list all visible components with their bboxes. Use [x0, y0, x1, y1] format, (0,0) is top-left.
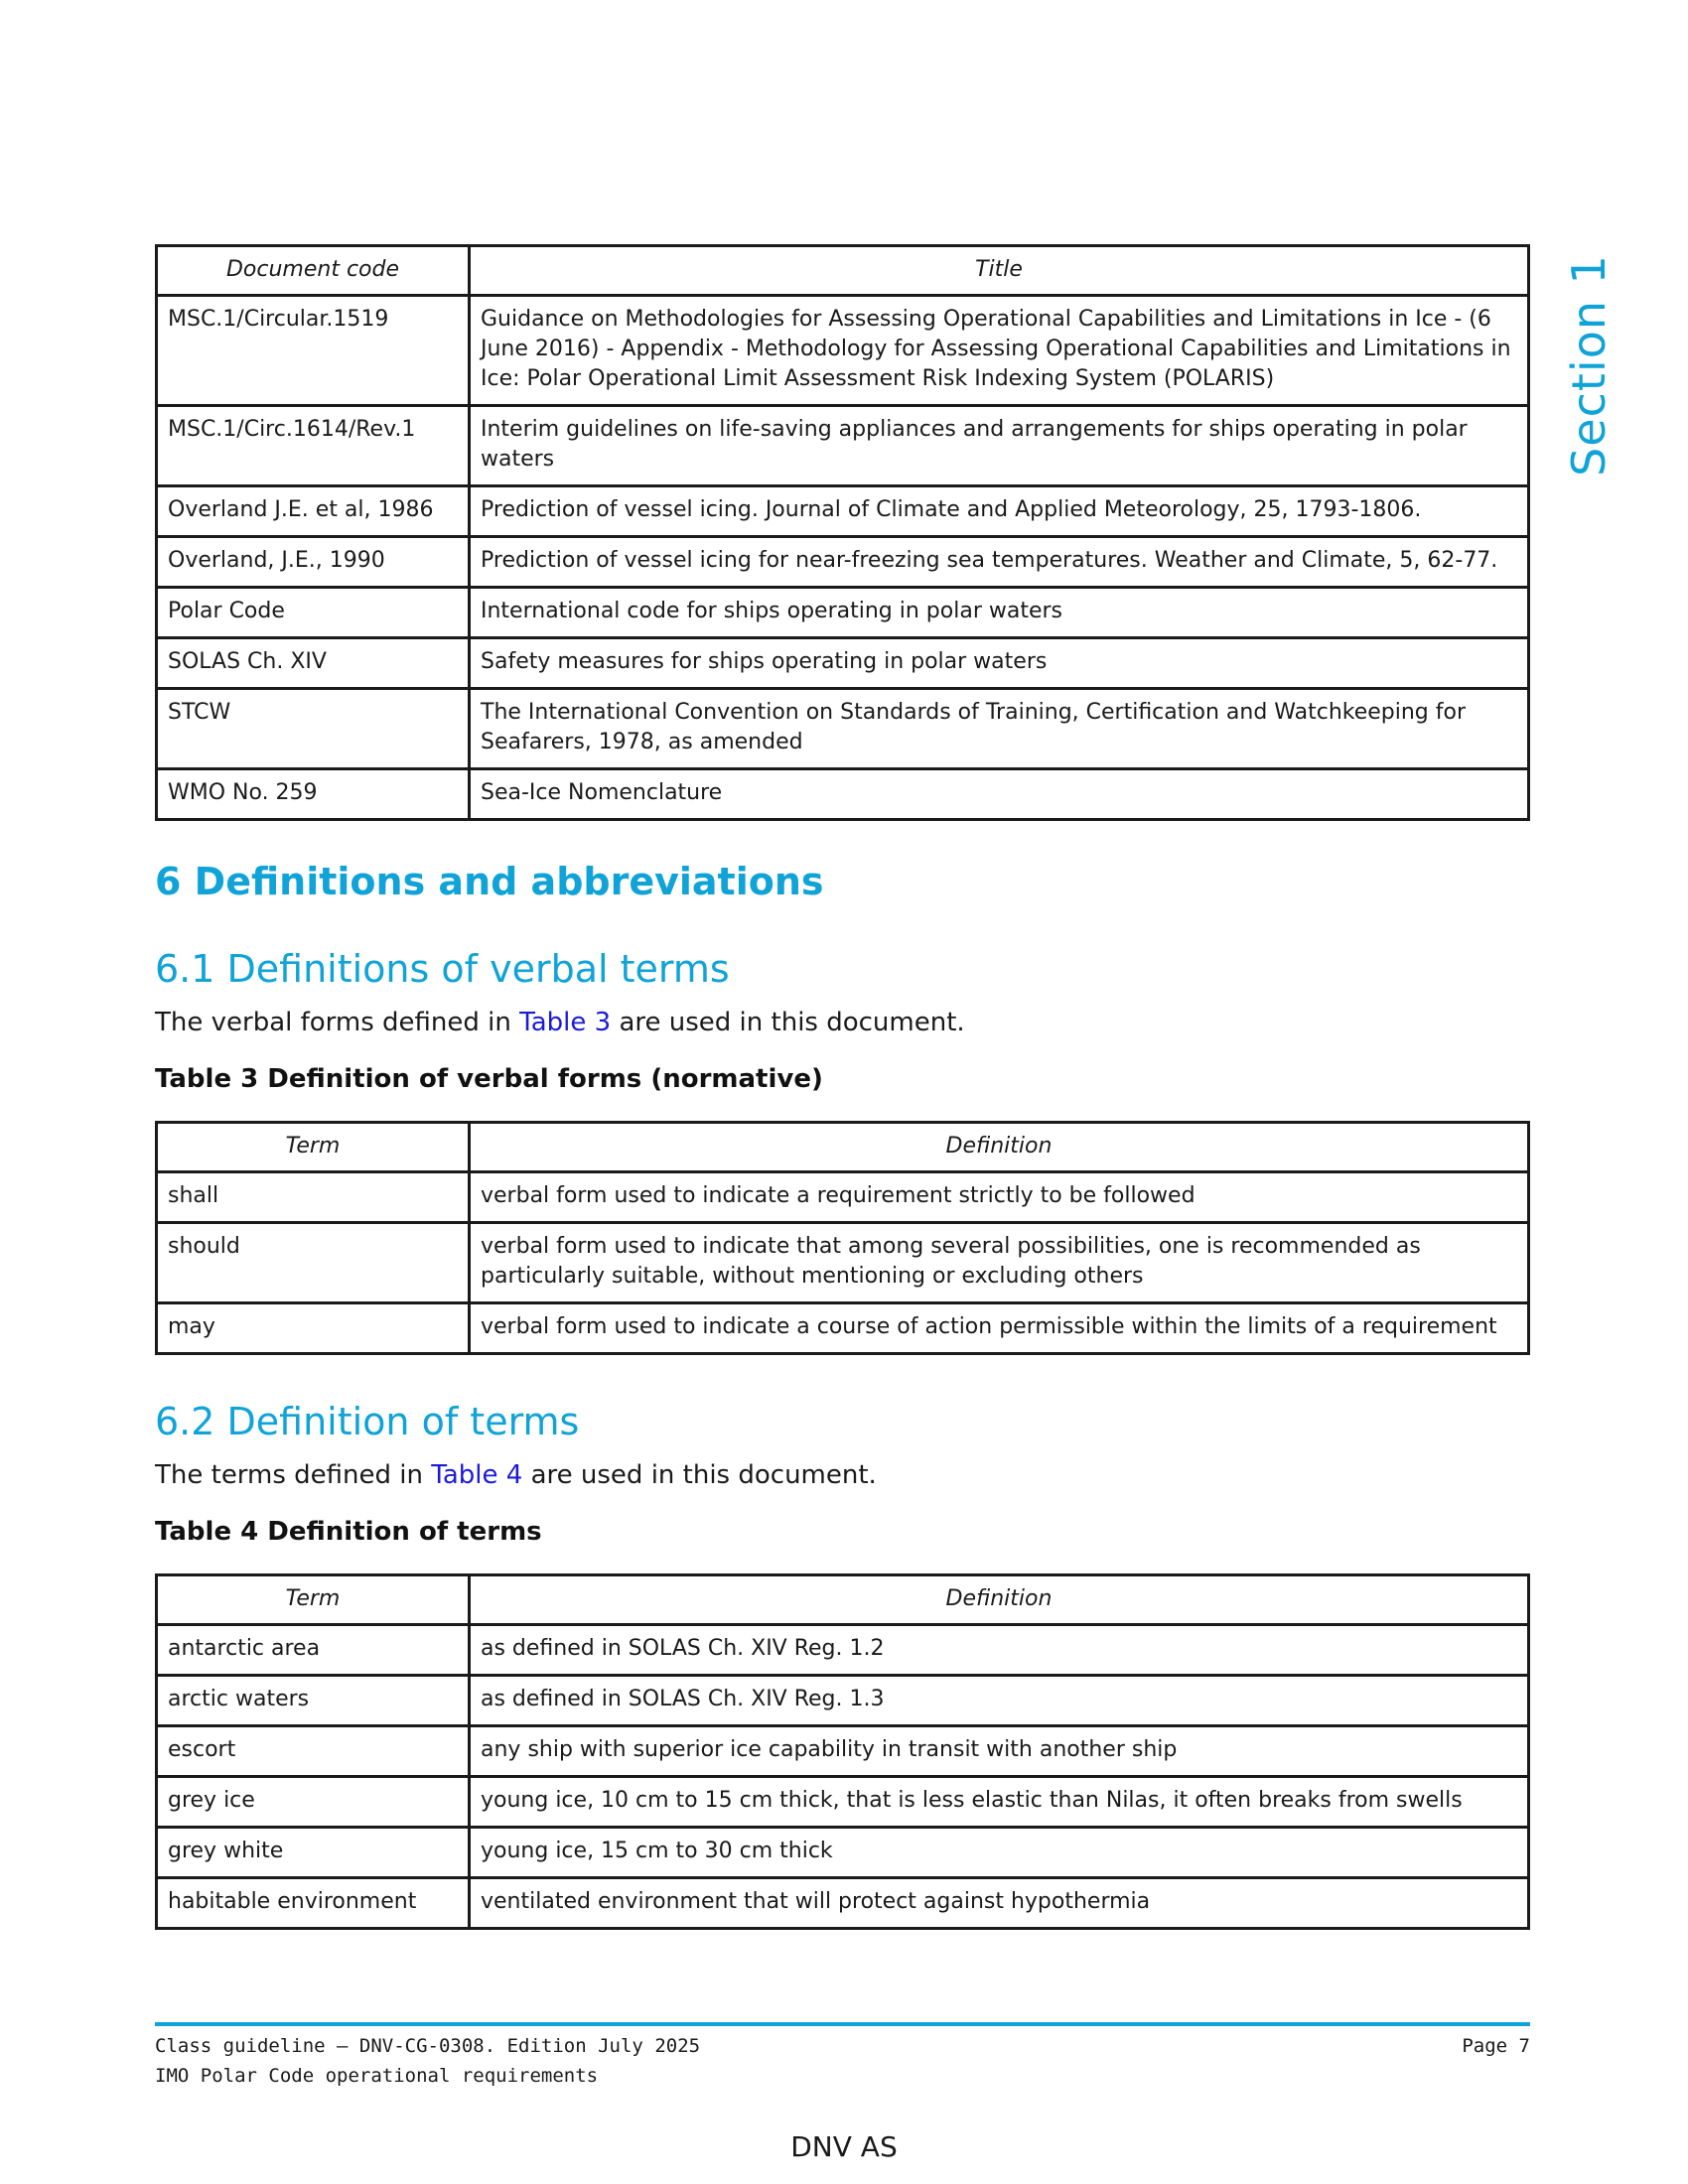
table-row: [157, 1726, 1529, 1777]
title-cell: Safety measures for ships operating in polar waters: [470, 638, 1529, 689]
column-header: Term: [157, 1575, 470, 1625]
definition-cell: young ice, 15 cm to 30 cm thick: [470, 1828, 1529, 1878]
table-row: [157, 1828, 1529, 1878]
title-cell: Sea-Ice Nomenclature: [470, 769, 1529, 820]
term-cell: arctic waters: [157, 1676, 470, 1726]
table-3-link[interactable]: Table 3: [519, 1008, 612, 1037]
table-3: [155, 1121, 1530, 1355]
definition-cell: verbal form used to indicate a requirement strictly to be followed: [470, 1172, 1529, 1223]
term-cell: escort: [157, 1726, 470, 1777]
table-row: [157, 689, 1529, 769]
title-cell: Prediction of vessel icing. Journal of Climate and Applied Meteorology, 25, 1793-1806.: [470, 486, 1529, 537]
company-name: DNV AS: [790, 2130, 898, 2163]
table-header-row: [157, 1575, 1529, 1625]
table-row: [157, 406, 1529, 486]
references-table: [155, 244, 1530, 821]
section-6-heading: 6 Definitions and abbreviations: [155, 860, 824, 903]
document-code-cell: SOLAS Ch. XIV: [157, 638, 470, 689]
table-row: [157, 1878, 1529, 1929]
table-row: [157, 296, 1529, 406]
table-row: [157, 1777, 1529, 1828]
column-header: Document code: [157, 246, 470, 296]
table-row: [157, 1676, 1529, 1726]
section-6-1-intro: The verbal forms defined in Table 3 are used in this document.: [155, 1008, 965, 1037]
section-6-2-intro: The terms defined in Table 4 are used in this document.: [155, 1460, 877, 1490]
title-cell: The International Convention on Standards of Training, Certification and Watchkeeping for Seafarers, 1978, as amended: [470, 689, 1529, 769]
footer-doc-subtitle: IMO Polar Code operational requirements: [155, 2065, 599, 2087]
table-row: [157, 638, 1529, 689]
definition-cell: ventilated environment that will protect against hypothermia: [470, 1878, 1529, 1929]
definition-cell: any ship with superior ice capability in transit with another ship: [470, 1726, 1529, 1777]
table-row: [157, 537, 1529, 588]
title-cell: International code for ships operating in polar waters: [470, 588, 1529, 638]
table-3-caption: Table 3 Definition of verbal forms (normative): [155, 1064, 823, 1094]
footer-doc-title: Class guideline — DNV-CG-0308. Edition July 2025: [155, 2035, 701, 2057]
term-cell: antarctic area: [157, 1625, 470, 1676]
column-header: Term: [157, 1123, 470, 1172]
table-header-row: [157, 1123, 1529, 1172]
term-cell: grey ice: [157, 1777, 470, 1828]
term-cell: may: [157, 1303, 470, 1354]
table-header-row: [157, 246, 1529, 296]
definition-cell: young ice, 10 cm to 15 cm thick, that is less elastic than Nilas, it often breaks from swells: [470, 1777, 1529, 1828]
title-cell: Guidance on Methodologies for Assessing Operational Capabilities and Limitations in Ice - (6 June 2016) - Appendix - Methodology for Assessing Operational Capabilities and Limitations in Ice: Polar Operational Limit Assessment Risk Indexing System (POLARIS): [470, 296, 1529, 406]
definition-cell: as defined in SOLAS Ch. XIV Reg. 1.2: [470, 1625, 1529, 1676]
section-tab-label: Section 1: [1562, 254, 1617, 477]
table-4: [155, 1573, 1530, 1930]
title-cell: Prediction of vessel icing for near-freezing sea temperatures. Weather and Climate, 5, 62-77.: [470, 537, 1529, 588]
column-header: Title: [470, 246, 1529, 296]
footer-divider: [155, 2022, 1530, 2026]
document-code-cell: WMO No. 259: [157, 769, 470, 820]
table-4-caption: Table 4 Definition of terms: [155, 1517, 542, 1547]
title-cell: Interim guidelines on life-saving appliances and arrangements for ships operating in polar waters: [470, 406, 1529, 486]
term-cell: habitable environment: [157, 1878, 470, 1929]
definition-cell: verbal form used to indicate that among several possibilities, one is recommended as particularly suitable, without mentioning or excluding others: [470, 1223, 1529, 1303]
table-row: [157, 1223, 1529, 1303]
table-row: [157, 1625, 1529, 1676]
document-code-cell: STCW: [157, 689, 470, 769]
table-row: [157, 769, 1529, 820]
table-4-link[interactable]: Table 4: [431, 1460, 523, 1490]
page-number: Page 7: [1462, 2035, 1530, 2057]
document-code-cell: Overland J.E. et al, 1986: [157, 486, 470, 537]
section-6-1-heading: 6.1 Definitions of verbal terms: [155, 947, 730, 991]
table-row: [157, 1172, 1529, 1223]
column-header: Definition: [470, 1575, 1529, 1625]
document-code-cell: Overland, J.E., 1990: [157, 537, 470, 588]
definition-cell: verbal form used to indicate a course of action permissible within the limits of a requirement: [470, 1303, 1529, 1354]
term-cell: should: [157, 1223, 470, 1303]
section-tab: [1557, 254, 1620, 477]
term-cell: shall: [157, 1172, 470, 1223]
table-row: [157, 1303, 1529, 1354]
document-code-cell: MSC.1/Circ.1614/Rev.1: [157, 406, 470, 486]
document-code-cell: Polar Code: [157, 588, 470, 638]
document-code-cell: MSC.1/Circular.1519: [157, 296, 470, 406]
table-row: [157, 588, 1529, 638]
section-6-2-heading: 6.2 Definition of terms: [155, 1400, 580, 1443]
term-cell: grey white: [157, 1828, 470, 1878]
column-header: Definition: [470, 1123, 1529, 1172]
definition-cell: as defined in SOLAS Ch. XIV Reg. 1.3: [470, 1676, 1529, 1726]
table-row: [157, 486, 1529, 537]
